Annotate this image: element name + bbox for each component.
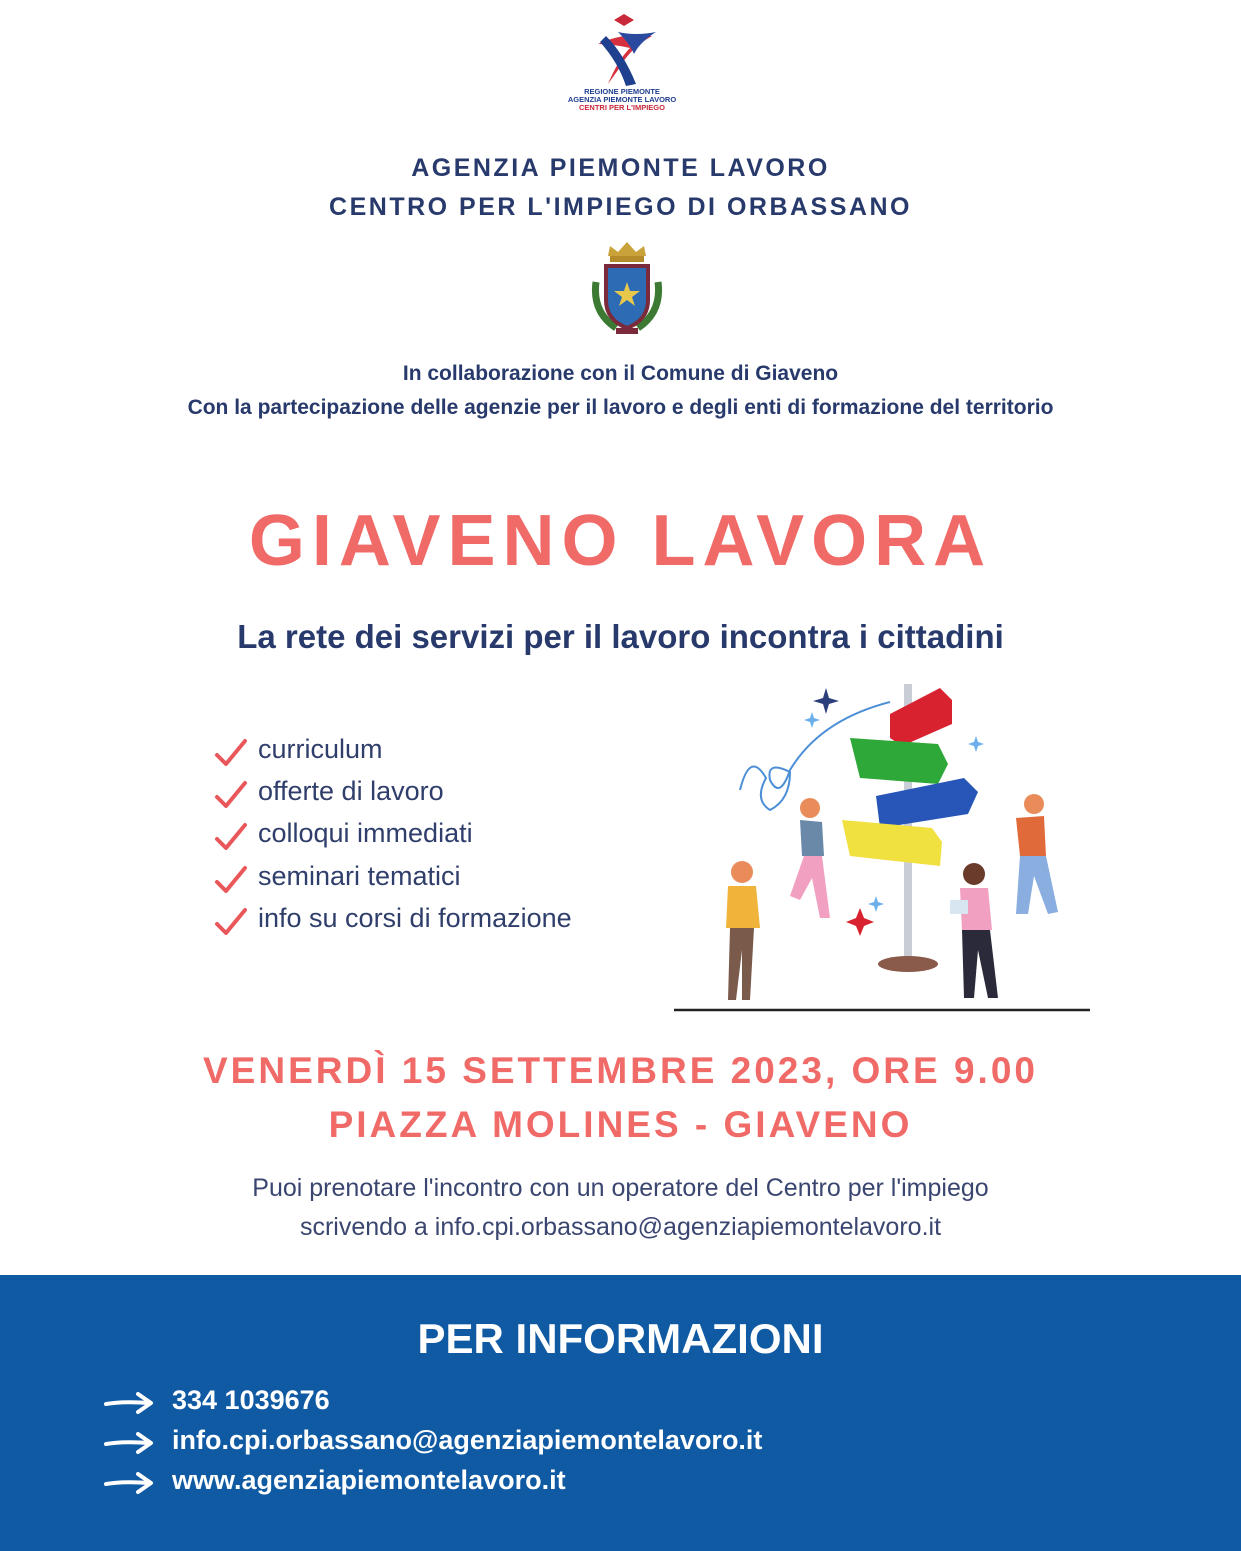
checkmark-icon: [214, 822, 248, 852]
service-label: info su corsi di formazione: [258, 903, 572, 933]
service-label: curriculum: [258, 734, 383, 764]
logo-line-2: AGENZIA PIEMONTE LAVORO: [567, 95, 677, 104]
checkmark-icon: [214, 780, 248, 810]
giaveno-crest-icon: [586, 242, 668, 338]
logo-figure-icon: [560, 14, 684, 94]
collaboration-line-2: Con la partecipazione delle agenzie per il lavoro e degli enti di formazione del territorio: [187, 396, 1054, 419]
info-panel: [0, 1275, 1241, 1551]
event-place: PIAZZA MOLINES - GIAVENO: [328, 1104, 913, 1145]
checkmark-icon: [214, 738, 248, 768]
service-label: colloqui immediati: [258, 818, 473, 848]
arrow-right-icon: [104, 1391, 156, 1415]
regione-piemonte-logo: [560, 14, 684, 118]
org-name: AGENZIA PIEMONTE LAVORO: [411, 154, 830, 182]
checkmark-icon: [214, 865, 248, 895]
event-date: VENERDÌ 15 SETTEMBRE 2023, ORE 9.00: [203, 1050, 1038, 1091]
logo-line-3: CENTRI PER L'IMPIEGO: [579, 103, 665, 112]
org-office: CENTRO PER L'IMPIEGO DI ORBASSANO: [329, 193, 912, 221]
logo-line-1: REGIONE PIEMONTE: [584, 87, 660, 96]
booking-line-1: Puoi prenotare l'incontro con un operatore del Centro per l'impiego: [252, 1174, 989, 1202]
signpost-people-illustration: [670, 680, 1100, 1016]
event-subtitle: La rete dei servizi per il lavoro incontra i cittadini: [237, 618, 1004, 655]
service-label: offerte di lavoro: [258, 776, 444, 806]
info-phone[interactable]: 334 1039676: [172, 1385, 330, 1415]
arrow-right-icon: [104, 1471, 156, 1495]
service-label: seminari tematici: [258, 861, 461, 891]
collaboration-line-1: In collaborazione con il Comune di Giaveno: [402, 362, 839, 385]
info-title: PER INFORMAZIONI: [417, 1315, 824, 1362]
booking-line-2: scrivendo a info.cpi.orbassano@agenziapiemontelavoro.it: [299, 1213, 942, 1241]
event-title: GIAVENO LAVORA: [248, 501, 993, 581]
arrow-right-icon: [104, 1431, 156, 1455]
checkmark-icon: [214, 907, 248, 937]
info-website-link[interactable]: www.agenziapiemontelavoro.it: [172, 1465, 566, 1495]
info-email-link[interactable]: info.cpi.orbassano@agenziapiemontelavoro.it: [172, 1425, 763, 1455]
